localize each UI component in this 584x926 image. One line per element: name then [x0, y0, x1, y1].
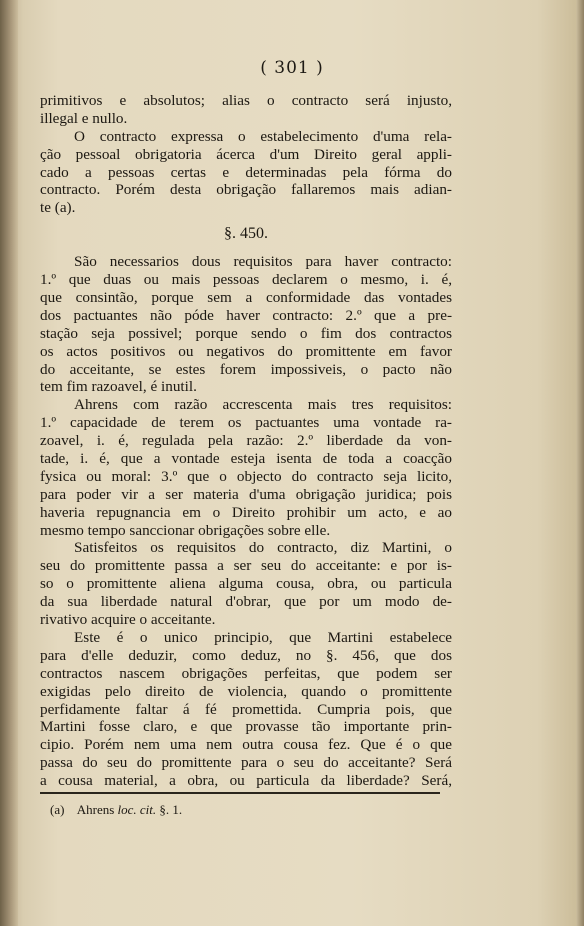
text-line: ção pessoal obrigatoria ácerca d'um Direito geral appli-: [40, 145, 452, 163]
text-line: tade, i. é, que a vontade esteja isenta de toda a coacção: [40, 450, 452, 468]
text-line: te (a).: [40, 199, 76, 217]
text-line: a cousa material, a obra, ou particula da liberdade? Será,: [40, 772, 452, 790]
text-line: mesmo tempo sanccionar obrigações sobre elle.: [40, 521, 331, 539]
text-line: do acceitante, se estes forem impossiveis, o pacto não: [40, 360, 452, 378]
footnote-ref: loc. cit.: [117, 802, 157, 817]
footnote-section: §. 1.: [159, 802, 183, 817]
book-spine: [0, 0, 18, 926]
text-line: O contracto expressa o estabelecimento d'uma rela-: [74, 127, 452, 145]
text-line: para poder vir a ser materia d'uma obrigação juridica; pois: [40, 485, 452, 503]
text-line: stação seja possivel; porque sendo o fim dos contractos: [40, 324, 452, 342]
text-line: contractos nascem obrigações perfeitas, que podem ser: [40, 664, 452, 682]
text-line: 1.º capacidade de terem os pactuantes uma vontade ra-: [40, 414, 452, 432]
footnote-marker: (a): [50, 802, 65, 817]
page-edge: [576, 0, 584, 926]
text-line: da sua liberdade natural d'obrar, que por um modo de-: [40, 593, 452, 611]
text-line: seu do promittente passa a ser seu do acceitante: e por is-: [40, 557, 452, 575]
text-line: os actos positivos ou negativos do promittente em favor: [40, 342, 452, 360]
body-text: [40, 92, 452, 790]
text-line: para d'elle deduzir, como deduz, no §. 456, que dos: [40, 646, 452, 664]
text-line: haveria repugnancia em o Direito prohibir um acto, e ao: [40, 503, 452, 521]
text-line: Satisfeitos os requisitos do contracto, diz Martini, o: [74, 539, 452, 557]
text-line: Ahrens com razão accrescenta mais tres requisitos:: [74, 396, 452, 414]
text-line: illegal e nullo.: [40, 109, 128, 127]
text-line: cipio. Porém nem uma nem outra cousa fez. Que é o que: [40, 736, 452, 754]
page-number: ( 301 ): [260, 58, 324, 78]
paragraph-block-intro: [40, 92, 452, 217]
text-line: zoavel, i. é, regulada pela razão: 2.º liberdade da von-: [40, 432, 452, 450]
text-line: que consintão, porque sem a conformidade das vontades: [40, 289, 452, 307]
text-line: contracto. Porém desta obrigação fallaremos mais adian-: [40, 181, 452, 199]
text-line: dos pactuantes não póde haver contracto: 2.º que a pre-: [40, 306, 452, 324]
text-line: Martini fosse claro, e que provasse tão importante prin-: [40, 718, 452, 736]
text-line: tem fim razoavel, é inutil.: [40, 378, 197, 396]
text-line: exigidas pelo direito de violencia, quando o promittente: [40, 682, 452, 700]
footnote-author: Ahrens: [76, 802, 115, 817]
text-line: perfidamente faltar á fé promettida. Cumpria pois, que: [40, 700, 452, 718]
text-line: passa do seu do promittente para o seu do acceitante? Será: [40, 754, 452, 772]
section-heading: §. 450.: [224, 225, 268, 243]
text-line: São necessarios dous requisitos para haver contracto:: [74, 253, 452, 271]
paragraph-block-main: [40, 253, 452, 790]
text-line: primitivos e absolutos; alias o contracto será injusto,: [40, 92, 452, 109]
text-line: so o promittente aliena alguma cousa, obra, ou particula: [40, 575, 452, 593]
footnote-rule: [40, 792, 440, 794]
text-line: 1.º que duas ou mais pessoas declarem o mesmo, i. é,: [40, 271, 452, 289]
text-line: fysica ou moral: 3.º que o objecto do contracto seja licito,: [40, 467, 452, 485]
text-line: Este é o unico principio, que Martini estabelece: [74, 628, 452, 646]
text-line: cado a pessoas certas e determinadas pela fórma do: [40, 163, 452, 181]
text-line: rivativo acquire o acceitante.: [40, 611, 216, 629]
footnote: [50, 802, 182, 818]
